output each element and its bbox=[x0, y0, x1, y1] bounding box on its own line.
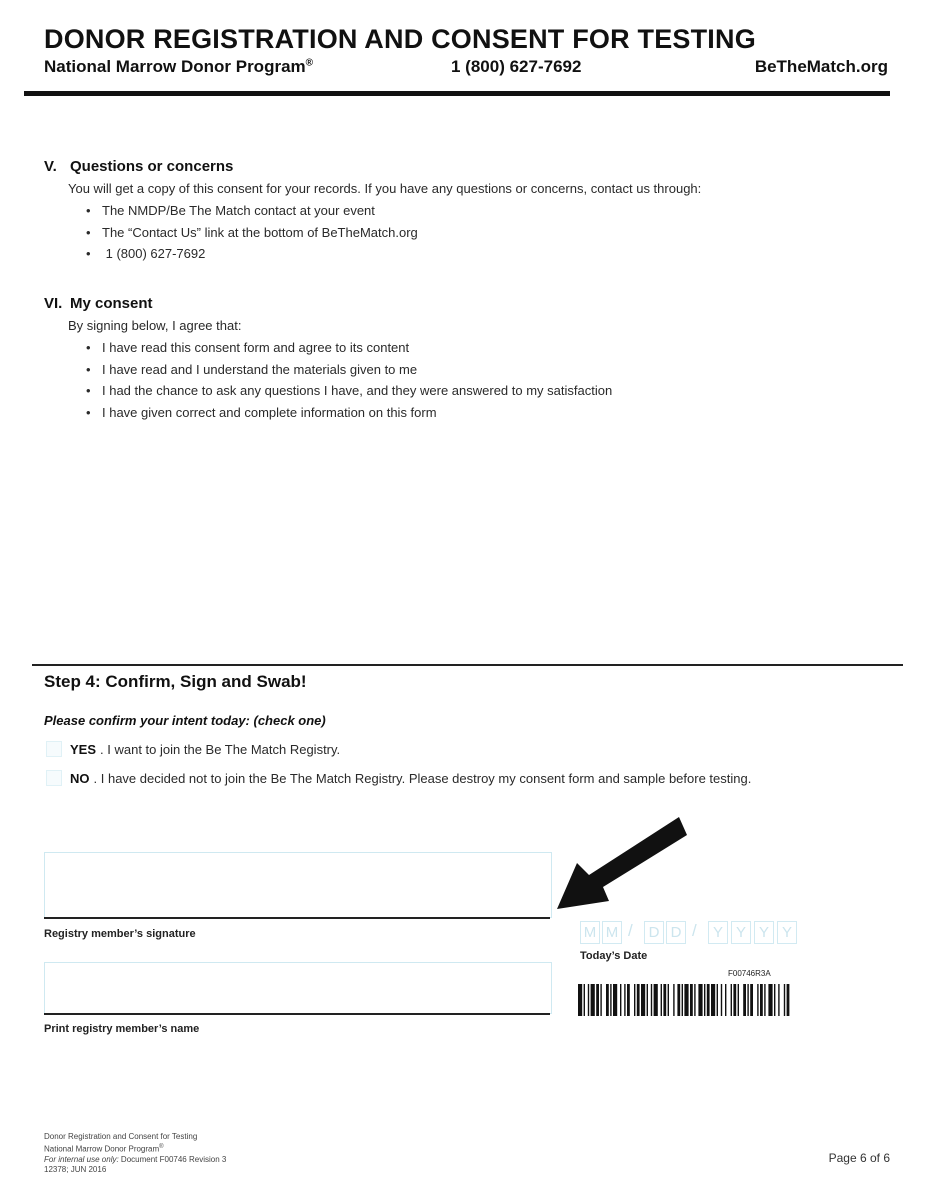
footer-internal-label: For internal use only: bbox=[44, 1154, 119, 1164]
section-v-bullets bbox=[86, 200, 418, 265]
date-year-digit-3[interactable]: Y bbox=[754, 921, 774, 944]
no-label: NO bbox=[70, 770, 90, 786]
barcode-icon bbox=[578, 984, 890, 1016]
section-vi-number: VI. bbox=[44, 295, 63, 312]
barcode-bar bbox=[578, 984, 582, 1016]
section-v-heading bbox=[44, 158, 233, 175]
barcode-bar bbox=[721, 984, 722, 1016]
barcode-bar bbox=[757, 984, 758, 1016]
bullet-item: • I have read this consent form and agree to its content bbox=[86, 337, 612, 359]
footer-line-1: Donor Registration and Consent for Testing bbox=[44, 1132, 198, 1141]
barcode-bar bbox=[647, 984, 648, 1016]
date-day-digit-2[interactable]: D bbox=[666, 921, 686, 944]
barcode-bar bbox=[698, 984, 702, 1016]
registered-mark: ® bbox=[305, 57, 314, 69]
header-phone: 1 (800) 627-7692 bbox=[451, 57, 582, 76]
barcode-bar bbox=[787, 984, 790, 1016]
date-month-digit-1[interactable]: M bbox=[580, 921, 600, 944]
section-vi-title: My consent bbox=[70, 295, 153, 312]
barcode-bar bbox=[717, 984, 718, 1016]
barcode-bar bbox=[711, 984, 715, 1016]
yes-checkbox[interactable] bbox=[46, 741, 62, 757]
barcode-bar bbox=[613, 984, 617, 1016]
bullet-item: • 1 (800) 627-7692 bbox=[86, 243, 418, 265]
section-v-number: V. bbox=[44, 158, 57, 175]
confirm-intent-note: Please confirm your intent today: (check one) bbox=[44, 713, 326, 728]
organization-name-text: National Marrow Donor Program bbox=[44, 57, 306, 76]
barcode-bar bbox=[747, 984, 748, 1016]
date-month-digit-2[interactable]: M bbox=[602, 921, 622, 944]
barcode-bar bbox=[620, 984, 621, 1016]
barcode-bar bbox=[731, 984, 732, 1016]
section-v-title: Questions or concerns bbox=[70, 158, 234, 175]
barcode-bar bbox=[750, 984, 753, 1016]
barcode-bar bbox=[624, 984, 625, 1016]
barcode-bar bbox=[654, 984, 658, 1016]
barcode-bar bbox=[768, 984, 772, 1016]
signature-field[interactable] bbox=[44, 852, 552, 918]
barcode-bar bbox=[641, 984, 645, 1016]
footer-doc-revision: Document F00746 Revision 3 bbox=[118, 1154, 227, 1164]
no-option[interactable] bbox=[46, 768, 751, 788]
date-year-digit-1[interactable]: Y bbox=[708, 921, 728, 944]
barcode-bar bbox=[707, 984, 710, 1016]
barcode-bar bbox=[760, 984, 763, 1016]
print-name-line bbox=[44, 1013, 550, 1015]
signature-label: Registry member’s signature bbox=[44, 928, 196, 940]
header-website: BeTheMatch.org bbox=[754, 57, 888, 76]
section-v-intro: You will get a copy of this consent for your records. If you have any questions or concerns, contact us through: bbox=[68, 181, 702, 196]
barcode-bar bbox=[774, 984, 775, 1016]
yes-label: YES bbox=[70, 741, 97, 757]
barcode-bar bbox=[591, 984, 595, 1016]
bullet-item: • I have given correct and complete information on this form bbox=[86, 402, 612, 424]
footer-registered-mark: ® bbox=[159, 1144, 164, 1150]
section-vi-heading bbox=[44, 295, 153, 312]
barcode-bar bbox=[784, 984, 785, 1016]
bullet-item: • I have read and I understand the materials given to me bbox=[86, 359, 612, 381]
barcode-bar bbox=[682, 984, 683, 1016]
barcode-bar bbox=[584, 984, 585, 1016]
footer-line-2-text: National Marrow Donor Program bbox=[44, 1144, 160, 1154]
yes-option[interactable] bbox=[46, 739, 340, 759]
page-number: Page 6 of 6 bbox=[828, 1151, 890, 1165]
date-day-digit-1[interactable]: D bbox=[644, 921, 664, 944]
barcode-bar bbox=[690, 984, 693, 1016]
footer-line-2 bbox=[44, 1142, 226, 1155]
bullet-item: • I had the chance to ask any questions I have, and they were answered to my satisfaction bbox=[86, 380, 612, 402]
barcode-bar bbox=[588, 984, 589, 1016]
section-vi-intro: By signing below, I agree that: bbox=[68, 318, 242, 333]
barcode-bar bbox=[733, 984, 736, 1016]
no-punct: . bbox=[93, 770, 101, 786]
page-title: DONOR REGISTRATION AND CONSENT FOR TESTING bbox=[44, 24, 756, 54]
barcode-bar bbox=[738, 984, 739, 1016]
header-rule bbox=[24, 91, 890, 96]
bullet-item: • The “Contact Us” link at the bottom of BeTheMatch.org bbox=[86, 222, 418, 244]
barcode-bar bbox=[677, 984, 680, 1016]
footer-line-4: 12378; JUN 2016 bbox=[44, 1164, 107, 1174]
date-separator: / bbox=[628, 921, 633, 940]
date-year-digit-2[interactable]: Y bbox=[731, 921, 751, 944]
barcode-bar bbox=[764, 984, 765, 1016]
section-vi-bullets bbox=[86, 337, 612, 423]
arrow-icon bbox=[555, 815, 689, 913]
barcode-bar bbox=[610, 984, 611, 1016]
barcode-bar bbox=[778, 984, 779, 1016]
barcode-bar bbox=[684, 984, 688, 1016]
barcode-bar bbox=[673, 984, 674, 1016]
barcode-bar bbox=[627, 984, 630, 1016]
no-checkbox[interactable] bbox=[46, 770, 62, 786]
date-separator: / bbox=[692, 921, 697, 940]
barcode-bar bbox=[743, 984, 746, 1016]
barcode-bar bbox=[663, 984, 666, 1016]
yes-text: I want to join the Be The Match Registry. bbox=[107, 741, 341, 757]
barcode-bar bbox=[651, 984, 652, 1016]
barcode-bar bbox=[600, 984, 601, 1016]
barcode-bar bbox=[661, 984, 662, 1016]
footer-info bbox=[44, 1132, 226, 1175]
barcode-bar bbox=[637, 984, 640, 1016]
date-label: Today’s Date bbox=[580, 950, 648, 962]
barcode-bar bbox=[725, 984, 726, 1016]
print-name-label: Print registry member’s name bbox=[44, 1023, 200, 1035]
footer-line-3 bbox=[44, 1155, 226, 1165]
barcode-bar bbox=[694, 984, 695, 1016]
barcode-bar bbox=[634, 984, 635, 1016]
no-text: I have decided not to join the Be The Match Registry. Please destroy my consent form and sample before testing. bbox=[100, 770, 752, 786]
yes-punct: . bbox=[100, 741, 108, 757]
barcode-bar bbox=[596, 984, 599, 1016]
barcode-bar bbox=[606, 984, 609, 1016]
date-year-digit-4[interactable]: Y bbox=[777, 921, 797, 944]
barcode-bar bbox=[704, 984, 705, 1016]
step4-rule bbox=[32, 664, 903, 666]
barcode-bar bbox=[668, 984, 669, 1016]
bullet-item: • The NMDP/Be The Match contact at your event bbox=[86, 200, 418, 222]
organization-name bbox=[44, 57, 313, 77]
print-name-field[interactable] bbox=[44, 962, 552, 1014]
signature-line bbox=[44, 917, 550, 919]
step4-title: Step 4: Confirm, Sign and Swab! bbox=[44, 672, 307, 691]
barcode-code: F00746R3A bbox=[728, 969, 771, 978]
